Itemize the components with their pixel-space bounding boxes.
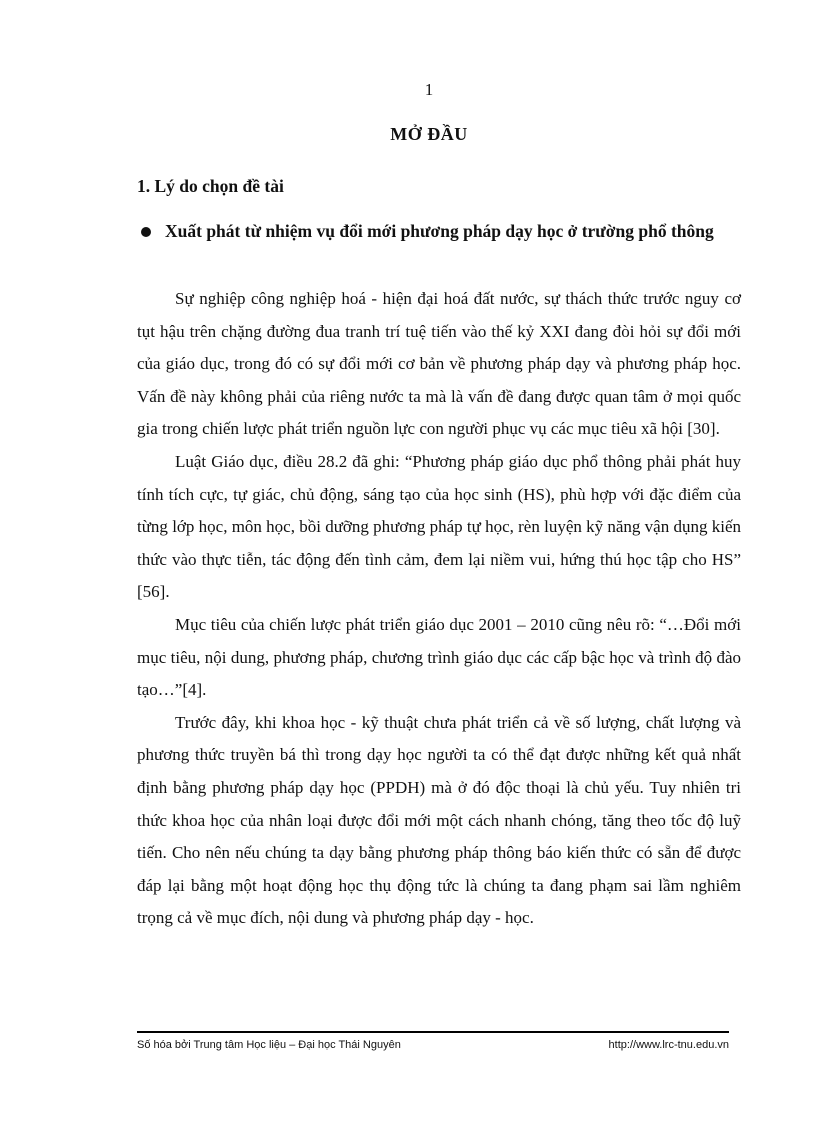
- body-text: [137, 283, 741, 935]
- bullet-heading: [137, 215, 741, 247]
- footer-url: http://www.lrc-tnu.edu.vn: [608, 1039, 729, 1051]
- footer: [137, 1039, 729, 1051]
- bullet-heading-text: Xuất phát từ nhiệm vụ đổi mới phương pháp dạy học ở trường phổ thông: [165, 221, 714, 241]
- document-title: MỞ ĐẦU: [390, 124, 468, 144]
- paragraph-3: Mục tiêu của chiến lược phát triển giáo dục 2001 – 2010 cũng nêu rõ: “…Đổi mới mục tiêu, nội dung, phương pháp, chương trình giáo dục các cấp bậc học và trình độ đào tạo…”[4].: [137, 614, 741, 700]
- footer-divider: [137, 1031, 729, 1033]
- paragraph-4: Trước đây, khi khoa học - kỹ thuật chưa phát triển cả về số lượng, chất lượng và phương thức truyền bá thì trong dạy học người ta có thể đạt được những kết quả nhất định bằng phương pháp dạy học (PPDH) mà ở đó độc thoại là chủ yếu. Tuy nhiên tri thức khoa học của nhân loại được đổi mới một cách nhanh chóng, tăng theo tốc độ luỹ tiến. Cho nên nếu chúng ta dạy bằng phương pháp thông báo kiến thức có sẵn để được đáp lại bằng một hoạt động học thụ động tức là chúng ta đang phạm sai lầm nghiêm trọng cả về mục đích, nội dung và phương pháp dạy - học.: [137, 712, 741, 928]
- section-heading: 1. Lý do chọn đề tài: [137, 176, 284, 196]
- paragraph-1: Sự nghiệp công nghiệp hoá - hiện đại hoá đất nước, sự thách thức trước nguy cơ tụt hậu trên chặng đường đua tranh trí tuệ tiến vào thế kỷ XXI đang đòi hỏi sự đổi mới của giáo dục, trong đó có sự đổi mới cơ bản về phương pháp dạy và phương pháp học. Vấn đề này không phải của riêng nước ta mà là vấn đề đang được quan tâm ở mọi quốc gia trong chiến lược phát triển nguồn lực con người phục vụ các mục tiêu xã hội [30].: [137, 289, 741, 439]
- footer-source: Số hóa bởi Trung tâm Học liệu – Đại học Thái Nguyên: [137, 1039, 401, 1051]
- bullet-icon: [141, 227, 151, 237]
- page-number: 1: [424, 80, 434, 99]
- paragraph-2: Luật Giáo dục, điều 28.2 đã ghi: “Phương pháp giáo dục phổ thông phải phát huy tính tích cực, tự giác, chủ động, sáng tạo của học sinh (HS), phù hợp với đặc điểm của từng lớp học, môn học, bồi dưỡng phương pháp tự học, rèn luyện kỹ năng vận dụng kiến thức vào thực tiễn, tác động đến tình cảm, đem lại niềm vui, hứng thú học tập cho HS” [56].: [137, 451, 741, 602]
